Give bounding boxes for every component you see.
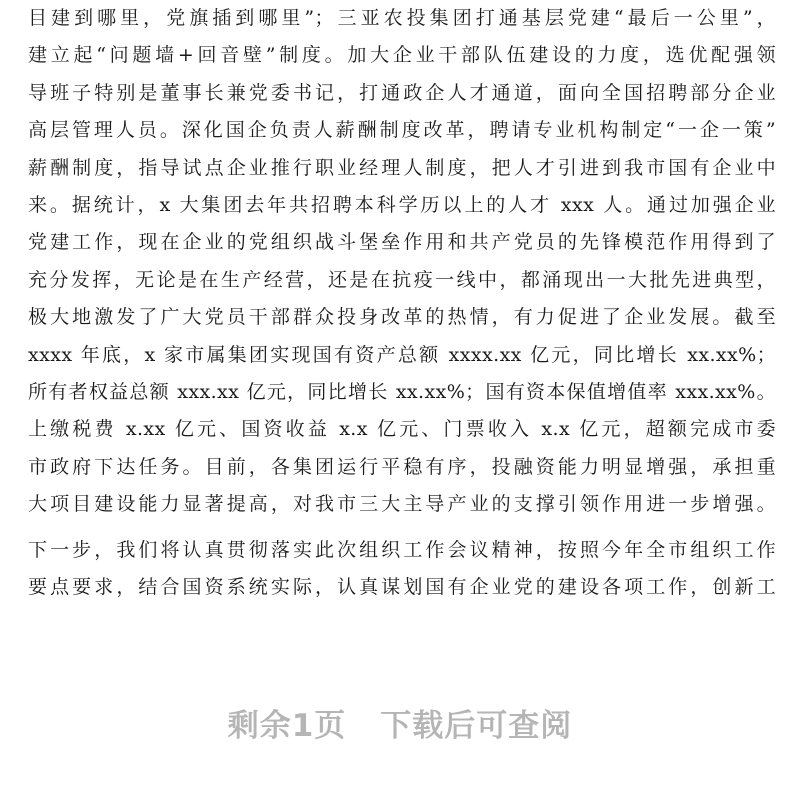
text-line: xxxx 年底，x 家市属集团实现国有资产总额 xxxx.xx 亿元，同比增长 xx.xx%； (28, 343, 776, 366)
remaining-pages-label: 剩余1页 (227, 708, 347, 744)
text-line: 来。据统计，x 大集团去年共招聘本科学历以上的人才 xxx 人。通过加强企业 (28, 193, 776, 216)
text-line: 导班子特别是董事长兼党委书记，打通政企人才通道，面向全国招聘部分企业 (28, 81, 776, 104)
text-line: 薪酬制度，指导试点企业推行职业经理人制度，把人才引进到我市国有企业中 (28, 156, 776, 179)
paragraph-1 (28, 0, 776, 523)
text-line: 下一步，我们将认真贯彻落实此次组织工作会议精神，按照今年全市组织工作 (28, 539, 776, 561)
text-line: 所有者权益总额 xxx.xx 亿元，同比增长 xx.xx%；国有资本保值增值率 xxx.xx%。 (28, 380, 776, 403)
remaining-pages-banner[interactable] (0, 700, 800, 745)
text-line: 上缴税费 x.xx 亿元、国资收益 x.x 亿元、门票收入 x.x 亿元，超额完成市委 (28, 418, 776, 441)
text-line: 目建到哪里，党旗插到哪里”；三亚农投集团打通基层党建“最后一公里”， (28, 7, 776, 29)
paragraph-2 (28, 532, 776, 607)
text-line: 要点要求，结合国资系统实际，认真谋划国有企业党的建设各项工作，创新工 (28, 576, 776, 599)
text-line: 党建工作，现在企业的党组织战斗堡垒作用和共产党员的先锋模范作用得到了 (28, 231, 776, 254)
download-prompt-label: 下载后可查阅 (380, 708, 573, 744)
text-line: 大项目建设能力显著提高，对我市三大主导产业的支撑引领作用进一步增强。 (28, 493, 776, 516)
text-line: 高层管理人员。深化国企负责人薪酬制度改革，聘请专业机构制定“一企一策” (28, 119, 776, 142)
text-line: 充分发挥，无论是在生产经营，还是在抗疫一线中，都涌现出一大批先进典型， (28, 268, 776, 291)
text-line: 市政府下达任务。目前，各集团运行平稳有序，投融资能力明显增强，承担重 (28, 455, 776, 478)
text-line: 极大地激发了广大党员干部群众投身改革的热情，有力促进了企业发展。截至 (28, 306, 776, 329)
text-line: 建立起“问题墙+回音壁”制度。加大企业干部队伍建设的力度，选优配强领 (28, 44, 776, 67)
